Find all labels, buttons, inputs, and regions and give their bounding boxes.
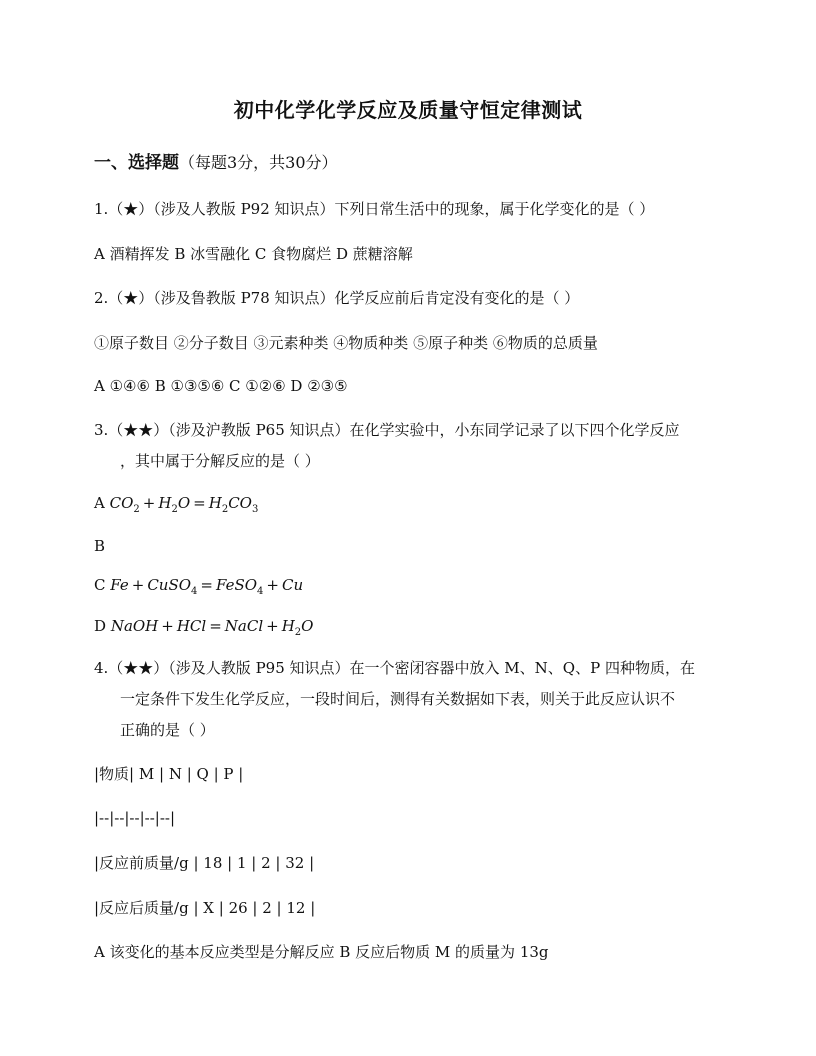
option-b-label: B — [94, 537, 106, 555]
question-4-stem-line-3-row — [94, 719, 734, 741]
table-row: |--|--|--|--|--| — [94, 809, 176, 827]
question-4-stem-line-2: 一定条件下发生化学反应，一段时间后，测得有关数据如下表，则关于此反应认识不 — [120, 690, 676, 708]
question-3-stem — [94, 419, 734, 441]
section-title: 一、选择题 — [94, 153, 179, 173]
question-2-stem: 2.（★）（涉及鲁教版 P78 知识点）化学反应前后肯定没有变化的是（ ） — [94, 289, 580, 307]
equation-a: $CO_2 + H_2O = H_2CO_3$ — [109, 494, 259, 515]
equation-c: Fe + CuSO$_4$ = FeSO$_4$ + Cu — [110, 576, 304, 597]
question-2-options: A ①④⑥ B ①③⑤⑥ C ①②⑥ D ②③⑤ — [94, 377, 348, 395]
question-3-stem-line-1: 3.（★★）（涉及沪教版 P65 知识点）在化学实验中，小东同学记录了以下四个化学反应 — [94, 421, 680, 439]
table-row: |反应后质量/g | X | 26 | 2 | 12 | — [94, 899, 316, 917]
question-3-stem-continued — [94, 450, 734, 472]
question-1-options: A 酒精挥发 B 冰雪融化 C 食物腐烂 D 蔗糖溶解 — [94, 245, 413, 263]
question-3-stem-line-2: ，其中属于分解反应的是（ ） — [120, 452, 320, 470]
question-1-stem: 1.（★）（涉及人教版 P92 知识点）下列日常生活中的现象，属于化学变化的是（ ） — [94, 200, 655, 218]
question-3-option-b — [94, 535, 734, 557]
section-note: （每题3分，共30分） — [179, 153, 338, 172]
question-3-option-d — [94, 615, 734, 644]
question-4-options: A 该变化的基本反应类型是分解反应 B 反应后物质 M 的质量为 13g — [94, 943, 549, 961]
question-4-stem-line-1: 4.（★★）（涉及人教版 P95 知识点）在一个密闭容器中放入 M、N、Q、P 四种物质，在 — [94, 659, 695, 677]
option-a-label: A — [94, 494, 105, 512]
page-title: 初中化学化学反应及质量守恒定律测试 — [233, 98, 583, 122]
question-3-option-a — [94, 492, 734, 521]
option-d-label: D — [94, 617, 107, 635]
question-4-stem-line-3: 正确的是（ ） — [120, 721, 215, 739]
section-heading — [94, 148, 338, 173]
question-2-items: ①原子数目 ②分子数目 ③元素种类 ④物质种类 ⑤原子种类 ⑥物质的总质量 — [94, 334, 598, 352]
question-4-stem-line-2-row — [94, 688, 734, 710]
equation-d: NaOH + HCl = NaCl + $H_2O$ — [110, 617, 314, 638]
question-3-option-c — [94, 574, 734, 603]
option-c-label: C — [94, 576, 106, 594]
table-row: |物质| M | N | Q | P | — [94, 765, 244, 783]
table-row: |反应前质量/g | 18 | 1 | 2 | 32 | — [94, 854, 315, 872]
